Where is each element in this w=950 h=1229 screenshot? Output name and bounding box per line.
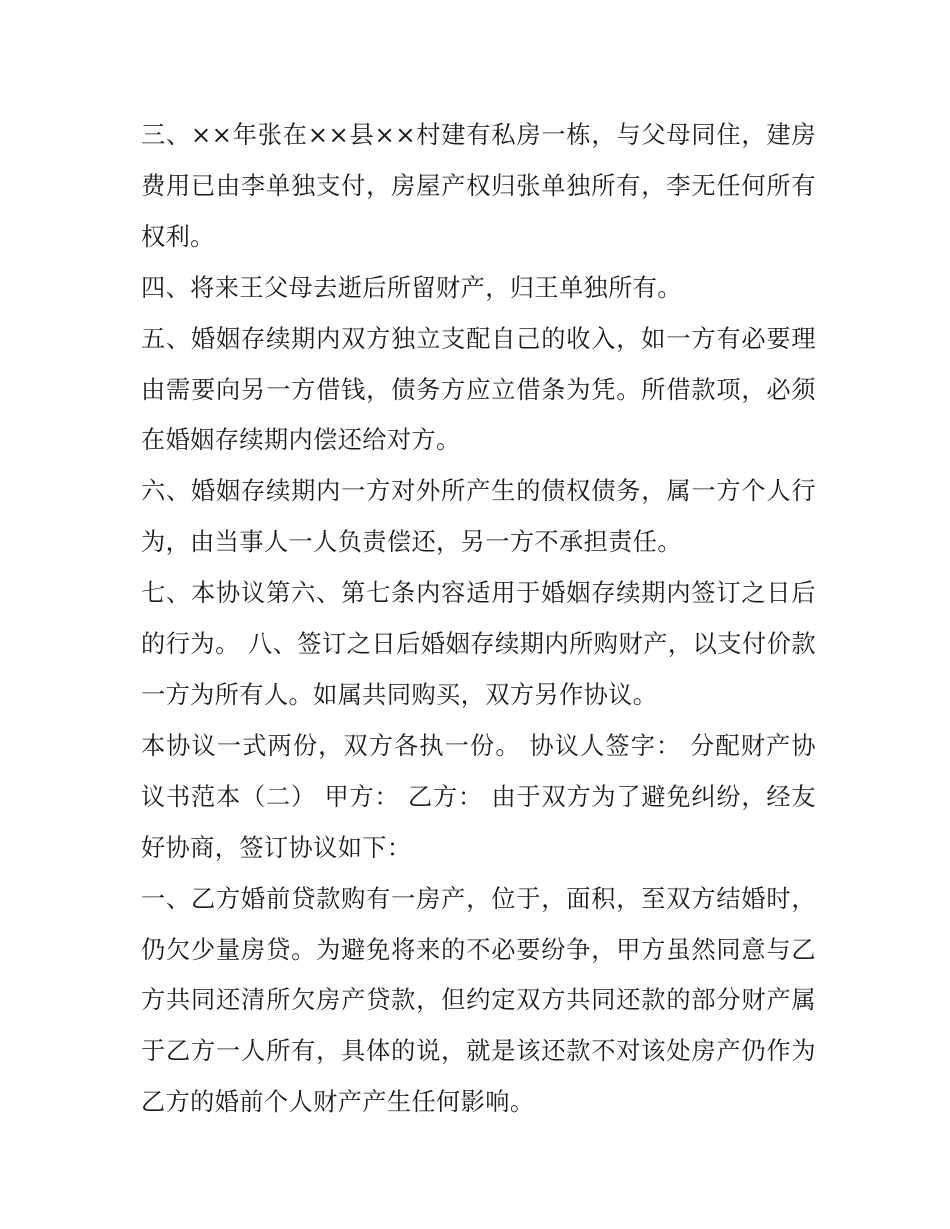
- document-body: [141, 110, 816, 1128]
- paragraph-clause-3: 三、××年张在××县××村建有私房一栋，与父母同住，建房费用已由李单独支付，房屋产权归张单独所有，李无任何所有权利。: [141, 121, 816, 251]
- paragraph-template-2-clause-1: 一、乙方婚前贷款购有一房产，位于，面积，至双方结婚时，仍欠少量房贷。为避免将来的不必要纷争，甲方虽然同意与乙方共同还清所欠房产贷款，但约定双方共同还款的部分财产属于乙方一人所有，具体的说，就是该还款不对该处房产仍作为乙方的婚前个人财产产生任何影响。: [141, 884, 816, 1117]
- paragraph-clause-4: 四、将来王父母去逝后所留财产，归王单独所有。: [141, 273, 682, 302]
- paragraph-clause-6: 六、婚姻存续期内一方对外所产生的债权债务，属一方个人行为，由当事人一人负责偿还，另一方不承担责任。: [141, 477, 816, 557]
- paragraph-clause-5: 五、婚姻存续期内双方独立支配自己的收入，如一方有必要理由需要向另一方借钱，债务方应立借条为凭。所借款项，必须在婚姻存续期内偿还给对方。: [141, 324, 816, 455]
- paragraph-signature-and-template-2: 本协议一式两份，双方各执一份。 协议人签字： 分配财产协议书范本（二） 甲方： 乙方： 由于双方为了避免纠纷，经友好协商，签订协议如下：: [141, 731, 816, 862]
- paragraph-clause-7-8: 七、本协议第六、第七条内容适用于婚姻存续期内签订之日后的行为。 八、签订之日后婚姻存续期内所购财产，以支付价款一方为所有人。如属共同购买，双方另作协议。: [141, 579, 816, 709]
